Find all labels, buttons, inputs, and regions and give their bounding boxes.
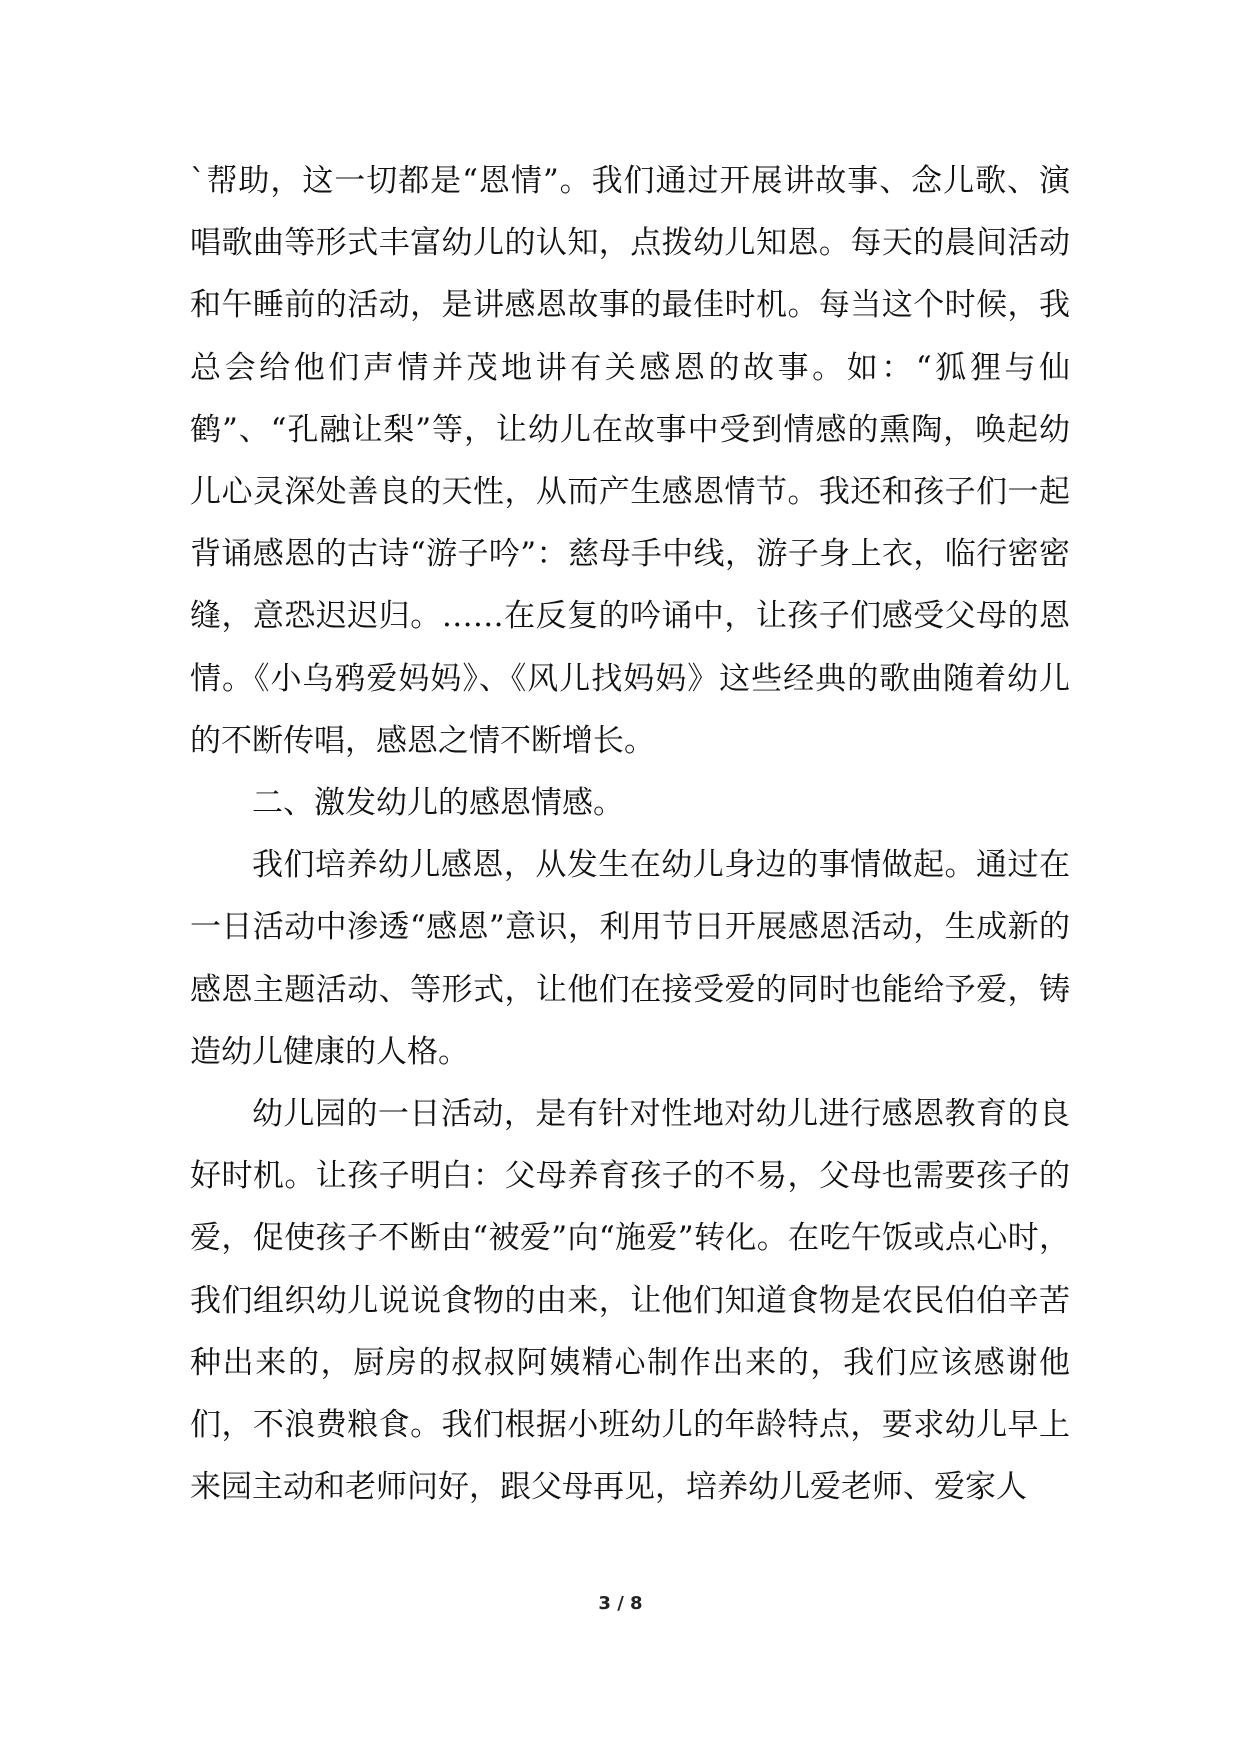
paragraph: 幼儿园的一日活动，是有针对性地对幼儿进行感恩教育的良好时机。让孩子明白：父母养育孩子的不易，父母也需要孩子的爱，促使孩子不断由“被爱”向“施爱”转化。在吃午饭或点心时，我们组织幼儿说说食物的由来，让他们知道食物是农民伯伯辛苦种出来的，厨房的叔叔阿姨精心制作出来的，我们应该感谢他们，不浪费粮食。我们根据小班幼儿的年龄特点，要求幼儿早上来园主动和老师问好，跟父母再见，培养幼儿爱老师、爱家人 [190,1096,1070,1506]
document-body [190,150,1070,1518]
page-number: 3 / 8 [598,1593,643,1614]
section-heading: 二、激发幼儿的感恩情感。 [252,785,624,822]
paragraph: 我们培养幼儿感恩，从发生在幼儿身边的事情做起。通过在一日活动中渗透“感恩”意识，利用节日开展感恩活动，生成新的感恩主题活动、等形式，让他们在接受爱的同时也能给予爱，铸造幼儿健康的人格。 [190,847,1070,1070]
paragraph-continuation: `帮助，这一切都是“恩情”。我们通过开展讲故事、念儿歌、演唱歌曲等形式丰富幼儿的认知，点拨幼儿知恩。每天的晨间活动和午睡前的活动，是讲感恩故事的最佳时机。每当这个时候，我总会给他们声情并茂地讲有关感恩的故事。如：“狐狸与仙鹤”、“孔融让梨”等，让幼儿在故事中受到情感的熏陶，唤起幼儿心灵深处善良的天性，从而产生感恩情节。我还和孩子们一起背诵感恩的古诗“游子吟”：慈母手中线，游子身上衣，临行密密缝，意恐迟迟归。……在反复的吟诵中，让孩子们感受父母的恩情。《小乌鸦爱妈妈》、《风儿找妈妈》这些经典的歌曲随着幼儿的不断传唱，感恩之情不断增长。 [190,163,1070,759]
